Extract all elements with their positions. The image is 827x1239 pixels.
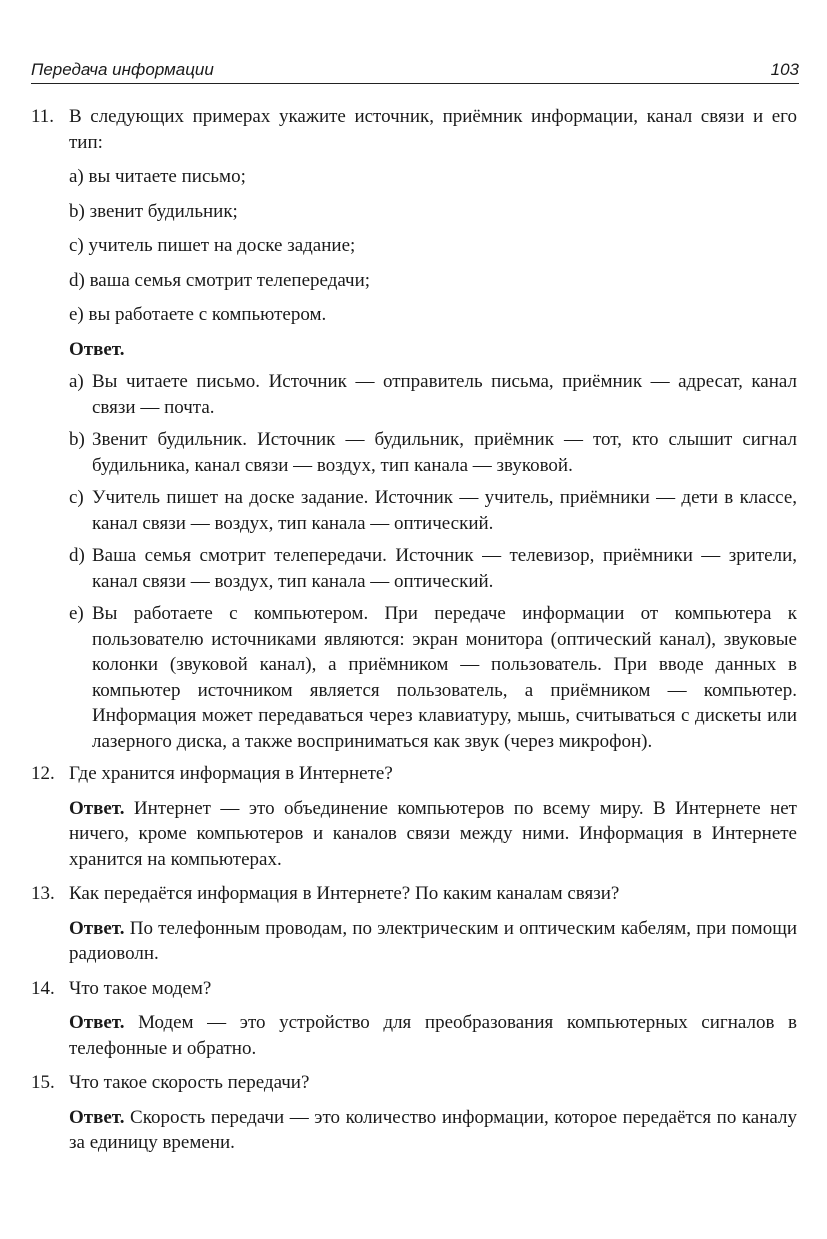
answer-15 <box>31 1105 797 1156</box>
question-text: Что такое модем? <box>69 977 212 999</box>
question-number: 15. <box>31 1072 55 1093</box>
question-text: Где хранится информация в Интернете? <box>69 763 393 784</box>
question-text: Что такое скорость передачи? <box>69 1072 310 1093</box>
page-number: 103 <box>770 60 799 79</box>
question-number: 12. <box>31 763 55 784</box>
question-11-options <box>31 164 797 328</box>
question-11-answers <box>31 369 797 754</box>
answer-label: Ответ. <box>69 1106 125 1128</box>
running-title: Передача информации <box>31 60 214 79</box>
question-15 <box>31 1070 797 1096</box>
question-number: 11. <box>31 106 55 127</box>
option-e: e) вы работаете с компьютером. <box>69 304 327 325</box>
answer-e: e) Вы работаете с компьютером. При передаче информации от компьютера к пользователю источниками являются: экран монитора (оптический канал), звуковые колонки (звуковой канал), а приёмником — пользователь. При вводе данных в компьютер источником является пользователь, а приёмником — компьютер. Информация может передаваться через клавиатуру, мышь, считываться с дискеты или лазерного диска, а также восприниматься как звук (через микрофон). <box>69 603 797 752</box>
answer-label: Ответ. <box>69 797 125 819</box>
answer-b: b) Звенит будильник. Источник — будильник, приёмник — тот, кто слышит сигнал будильника, канал связи — воздух, тип канала — звуковой. <box>69 429 797 476</box>
question-text: Как передаётся информация в Интернете? По каким каналам связи? <box>69 883 620 904</box>
option-d: d) ваша семья смотрит телепередачи; <box>69 269 371 291</box>
answer-text: Скорость передачи — это количество информации, которое передаётся по каналу за единицу времени. <box>69 1106 797 1153</box>
option-a: a) вы читаете письмо; <box>69 166 246 187</box>
answer-label: Ответ. <box>69 1012 125 1033</box>
answer-d: d) Ваша семья смотрит телепередачи. Источник — телевизор, приёмники — зрители, канал связи — воздух, тип канала — оптический. <box>69 545 797 592</box>
question-11 <box>31 104 797 155</box>
option-c: c) учитель пишет на доске задание; <box>69 235 356 256</box>
page-content <box>31 104 797 1165</box>
question-text: В следующих примерах укажите источник, приёмник информации, канал связи и его тип: <box>69 106 797 153</box>
answer-14 <box>31 1010 797 1061</box>
answer-text: По телефонным проводам, по электрическим и оптическим кабелям, при помощи радиоволн. <box>69 917 797 964</box>
answer-13 <box>31 916 797 967</box>
option-b: b) звенит будильник; <box>69 200 238 222</box>
question-13 <box>31 881 797 907</box>
answer-12 <box>31 796 797 873</box>
answer-c: c) Учитель пишет на доске задание. Источник — учитель, приёмники — дети в классе, канал связи — воздух, тип канала — оптический. <box>69 487 797 534</box>
answer-text: Интернет — это объединение компьютеров по всему миру. В Интернете нет ничего, кроме компьютеров и каналов связи между ними. Информация в Интернете хранится на компьютерах. <box>69 797 797 870</box>
question-14 <box>31 976 797 1002</box>
answer-a: a) Вы читаете письмо. Источник — отправитель письма, приёмник — адресат, канал связи — почта. <box>69 371 797 418</box>
question-number: 13. <box>31 883 55 904</box>
answer-text: Модем — это устройство для преобразования компьютерных сигналов в телефонные и обратно. <box>69 1012 798 1059</box>
answer-label: Ответ. <box>69 338 125 360</box>
question-number: 14. <box>31 977 55 999</box>
question-12 <box>31 761 797 787</box>
page-header <box>31 57 799 84</box>
answer-label: Ответ. <box>69 917 125 939</box>
